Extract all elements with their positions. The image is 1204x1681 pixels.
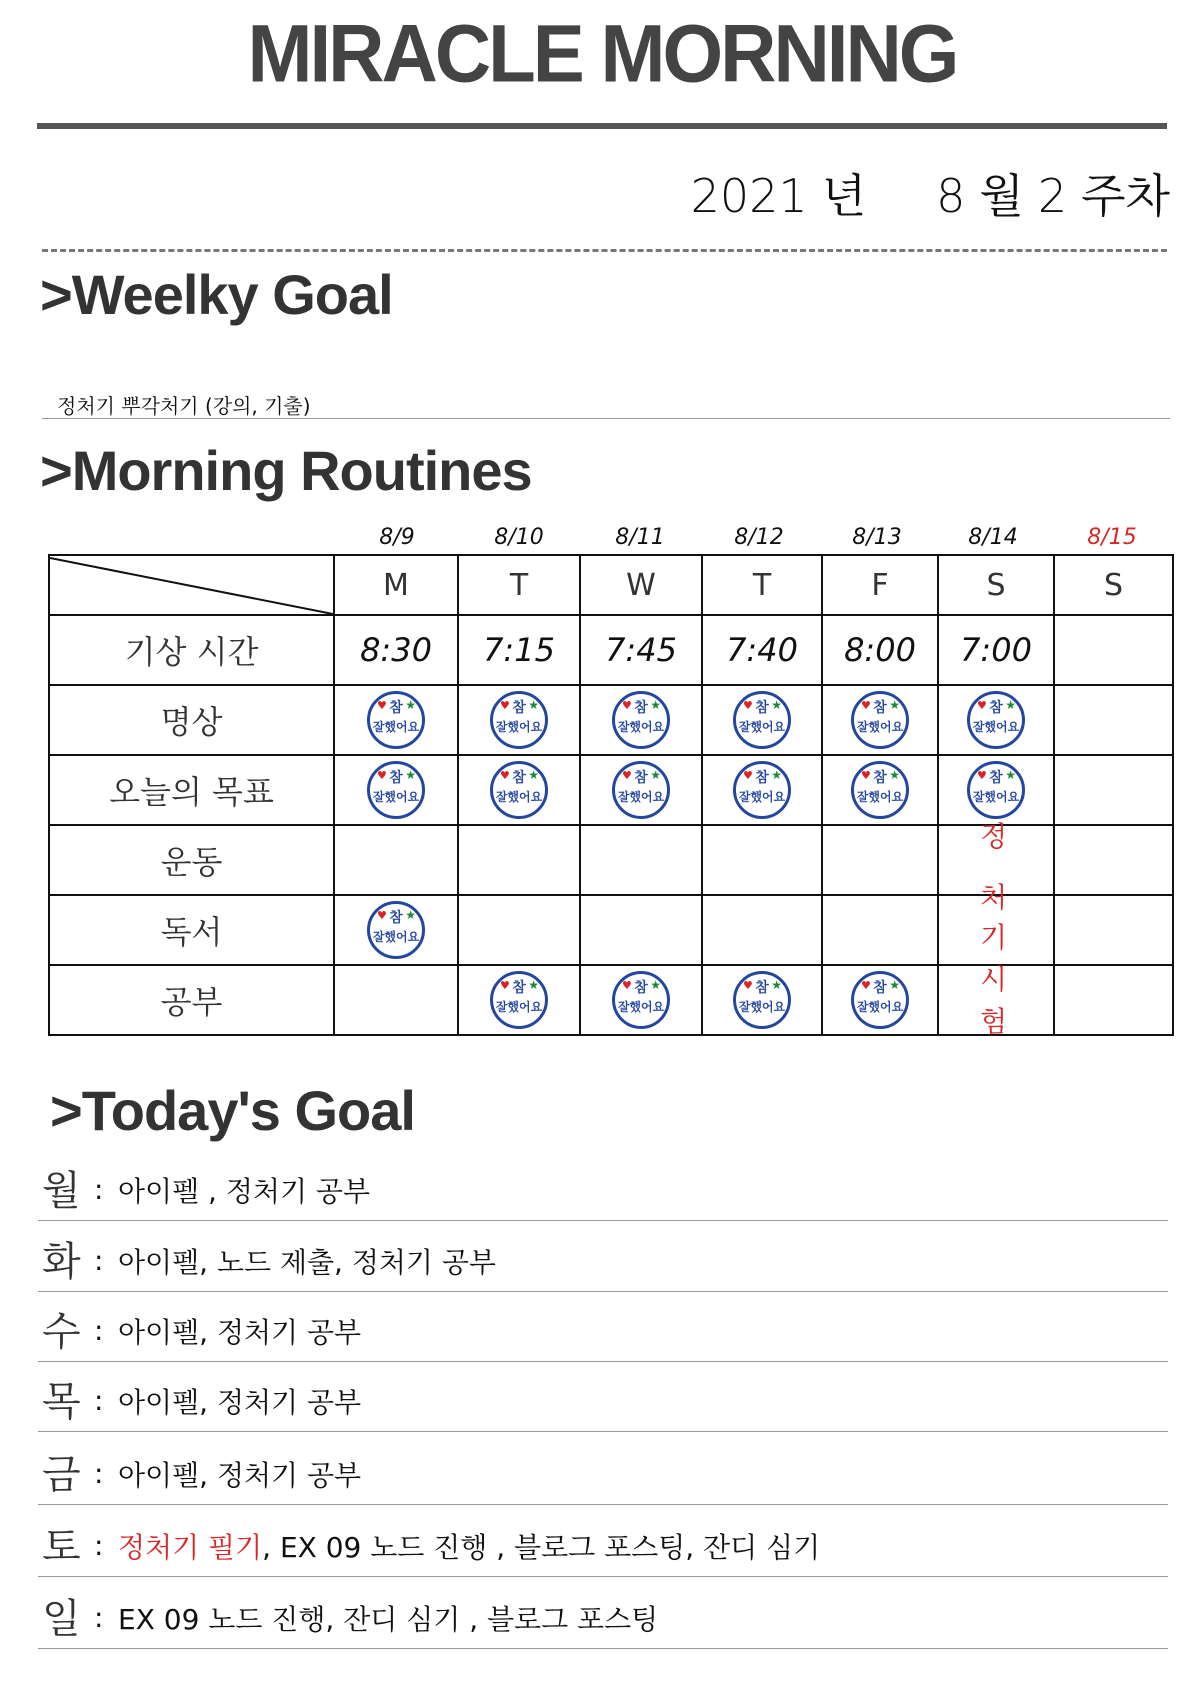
stamp-bottom-text: 잘했어요 xyxy=(972,790,1020,804)
routine-cell xyxy=(458,685,580,755)
stamp-bottom-text: 잘했어요 xyxy=(856,1000,904,1014)
well-done-stamp-icon: ♥ ★ 참 잘했어요 xyxy=(367,901,425,959)
routine-cell xyxy=(1054,685,1173,755)
well-done-stamp-icon: ♥ ★ 참 잘했어요 xyxy=(490,691,548,749)
date-label: 8/9 xyxy=(379,525,415,550)
today-goal-text: 아이펠, 정처기 공부 xyxy=(118,1316,362,1349)
stamp-top-text: 참 xyxy=(512,770,526,786)
routine-cell: 7:40 xyxy=(702,615,822,685)
weekly-goal-line xyxy=(42,418,1170,419)
routine-cell xyxy=(938,685,1054,755)
routine-cell xyxy=(580,825,702,895)
stamp-top-text: 참 xyxy=(755,980,769,996)
today-goal-highlight: 정처기 필기 xyxy=(118,1531,263,1564)
today-goal-text: 아이펠, 정처기 공부 xyxy=(118,1459,362,1492)
routine-cell xyxy=(334,755,458,825)
routine-cell xyxy=(458,895,580,965)
routine-label: 공부 xyxy=(49,965,334,1035)
well-done-stamp-icon: ♥ ★ 참 잘했어요 xyxy=(733,761,791,819)
stamp-bottom-text: 잘했어요 xyxy=(738,720,786,734)
today-goal-row xyxy=(38,1299,1168,1362)
routine-cell: 8:00 xyxy=(822,615,938,685)
stamp-top-text: 참 xyxy=(755,700,769,716)
today-goal-text: 아이펠, 정처기 공부 xyxy=(118,1386,362,1419)
well-done-stamp-icon: ♥ ★ 참 잘했어요 xyxy=(967,691,1025,749)
stamp-bottom-text: 잘했어요 xyxy=(617,720,665,734)
routine-cell xyxy=(822,825,938,895)
routine-cell xyxy=(580,755,702,825)
stamp-bottom-text: 잘했어요 xyxy=(972,720,1020,734)
routine-cell xyxy=(702,895,822,965)
stamp-top-text: 참 xyxy=(873,980,887,996)
stamp-top-text: 참 xyxy=(634,700,648,716)
well-done-stamp-icon: ♥ ★ 참 잘했어요 xyxy=(733,691,791,749)
routine-cell: 8:30 xyxy=(334,615,458,685)
stamp-top-text: 참 xyxy=(389,700,403,716)
routine-label: 기상 시간 xyxy=(49,615,334,685)
stamp-bottom-text: 잘했어요 xyxy=(617,1000,665,1014)
today-goal-text: 아이펠, 노드 제출, 정처기 공부 xyxy=(118,1246,496,1279)
routine-row xyxy=(49,615,1173,685)
date-label: 8/13 xyxy=(852,525,902,550)
corner-diagonal xyxy=(50,556,333,616)
well-done-stamp-icon: ♥ ★ 참 잘했어요 xyxy=(367,761,425,819)
today-goal-row xyxy=(38,1514,1168,1577)
today-goal-colon: : xyxy=(94,1384,104,1417)
todays-goal-heading: >Today's Goal xyxy=(50,1079,415,1142)
routine-cell xyxy=(1054,755,1173,825)
routine-cell: 7:45 xyxy=(580,615,702,685)
routine-label: 명상 xyxy=(49,685,334,755)
week-year: 2021 xyxy=(690,169,808,223)
stamp-top-text: 참 xyxy=(755,770,769,786)
stamp-top-text: 참 xyxy=(989,700,1003,716)
week-number-unit: 주차 xyxy=(1081,169,1170,223)
today-goal-row xyxy=(38,1442,1168,1505)
day-header: W xyxy=(580,555,702,615)
stamp-top-text: 참 xyxy=(389,770,403,786)
well-done-stamp-icon: ♥ ★ 참 잘했어요 xyxy=(851,691,909,749)
date-label: 8/10 xyxy=(494,525,544,550)
exam-note-char: 시 xyxy=(980,963,1008,996)
stamp-bottom-text: 잘했어요 xyxy=(617,790,665,804)
routine-cell xyxy=(702,965,822,1035)
today-goal-text: EX 09 노드 진행, 잔디 심기 , 블로그 포스팅 xyxy=(118,1603,659,1636)
week-month: 8 xyxy=(936,169,966,223)
today-goal-colon: : xyxy=(94,1173,104,1206)
today-goal-day: 월 xyxy=(42,1168,81,1214)
routine-row xyxy=(49,685,1173,755)
today-goal-day: 일 xyxy=(42,1596,81,1642)
stamp-top-text: 참 xyxy=(634,770,648,786)
today-goal-text xyxy=(118,1526,820,1566)
routine-cell xyxy=(702,685,822,755)
stamp-top-text: 참 xyxy=(389,910,403,926)
today-goal-colon: : xyxy=(94,1314,104,1347)
stamp-bottom-text: 잘했어요 xyxy=(738,790,786,804)
today-goal-day: 토 xyxy=(42,1524,81,1570)
day-header: S xyxy=(1054,555,1173,615)
routine-cell xyxy=(1054,615,1173,685)
corner-cell xyxy=(49,555,334,615)
routine-cell xyxy=(458,965,580,1035)
routine-cell xyxy=(822,755,938,825)
routine-cell xyxy=(1054,965,1173,1035)
today-goal-rest: , EX 09 노드 진행 , 블로그 포스팅, 잔디 심기 xyxy=(262,1531,821,1564)
exam-note-char: 처 xyxy=(980,881,1008,914)
well-done-stamp-icon: ♥ ★ 참 잘했어요 xyxy=(851,761,909,819)
routine-cell xyxy=(334,965,458,1035)
routine-cell xyxy=(334,895,458,965)
morning-routines-heading: >Morning Routines xyxy=(40,439,532,502)
exam-note-char: 기 xyxy=(980,921,1008,954)
stamp-bottom-text: 잘했어요 xyxy=(372,930,420,944)
well-done-stamp-icon: ♥ ★ 참 잘했어요 xyxy=(612,691,670,749)
stamp-bottom-text: 잘했어요 xyxy=(738,1000,786,1014)
routine-cell xyxy=(702,825,822,895)
well-done-stamp-icon: ♥ ★ 참 잘했어요 xyxy=(851,971,909,1029)
stamp-top-text: 참 xyxy=(873,770,887,786)
dashed-divider xyxy=(42,249,1167,252)
week-indicator xyxy=(677,160,1170,226)
well-done-stamp-icon: ♥ ★ 참 잘했어요 xyxy=(367,691,425,749)
routine-cell xyxy=(702,755,822,825)
week-year-unit: 년 xyxy=(821,169,867,223)
day-header: T xyxy=(702,555,822,615)
routine-cell xyxy=(822,895,938,965)
well-done-stamp-icon: ♥ ★ 참 잘했어요 xyxy=(733,971,791,1029)
stamp-top-text: 참 xyxy=(989,770,1003,786)
routine-cell xyxy=(1054,825,1173,895)
day-header: M xyxy=(334,555,458,615)
well-done-stamp-icon: ♥ ★ 참 잘했어요 xyxy=(967,761,1025,819)
routine-cell xyxy=(458,825,580,895)
stamp-bottom-text: 잘했어요 xyxy=(495,720,543,734)
date-label: 8/12 xyxy=(734,525,784,550)
day-header: F xyxy=(822,555,938,615)
weekly-goal-heading: >Weelky Goal xyxy=(40,263,393,326)
routine-label: 독서 xyxy=(49,895,334,965)
stamp-bottom-text: 잘했어요 xyxy=(495,1000,543,1014)
date-label: 8/11 xyxy=(615,525,665,550)
well-done-stamp-icon: ♥ ★ 참 잘했어요 xyxy=(490,971,548,1029)
well-done-stamp-icon: ♥ ★ 참 잘했어요 xyxy=(612,971,670,1029)
stamp-bottom-text: 잘했어요 xyxy=(372,790,420,804)
well-done-stamp-icon: ♥ ★ 참 잘했어요 xyxy=(490,761,548,819)
weekly-goal-text: 정처기 뿌각처기 (강의, 기출) xyxy=(57,394,311,418)
today-goal-row xyxy=(38,1369,1168,1432)
today-goal-text: 아이펠 , 정처기 공부 xyxy=(118,1175,370,1208)
page-title: MIRACLE MORNING xyxy=(247,6,957,100)
today-goal-row xyxy=(38,1229,1168,1292)
today-goal-colon: : xyxy=(94,1244,104,1277)
date-label: 8/14 xyxy=(968,525,1018,550)
stamp-bottom-text: 잘했어요 xyxy=(495,790,543,804)
routine-label: 오늘의 목표 xyxy=(49,755,334,825)
stamp-top-text: 참 xyxy=(634,980,648,996)
routine-cell xyxy=(334,685,458,755)
today-goal-day: 화 xyxy=(42,1239,81,1285)
today-goal-colon: : xyxy=(94,1601,104,1634)
routine-cell xyxy=(580,895,702,965)
exam-note-char: 험 xyxy=(980,1005,1008,1038)
stamp-bottom-text: 잘했어요 xyxy=(856,790,904,804)
today-goal-colon: : xyxy=(94,1457,104,1490)
stamp-top-text: 참 xyxy=(873,700,887,716)
well-done-stamp-icon: ♥ ★ 참 잘했어요 xyxy=(612,761,670,819)
routine-cell xyxy=(822,965,938,1035)
routine-cell: 7:15 xyxy=(458,615,580,685)
routine-cell: 7:00 xyxy=(938,615,1054,685)
today-goal-row xyxy=(38,1158,1168,1221)
today-goal-row xyxy=(38,1586,1168,1649)
routine-label: 운동 xyxy=(49,825,334,895)
routine-cell xyxy=(458,755,580,825)
week-number: 2 xyxy=(1037,169,1068,223)
week-month-unit: 월 xyxy=(979,169,1024,223)
routine-cell xyxy=(580,685,702,755)
today-goal-day: 수 xyxy=(42,1309,81,1355)
date-label: 8/15 xyxy=(1087,525,1137,550)
stamp-top-text: 참 xyxy=(512,980,526,996)
title-underline xyxy=(37,123,1167,129)
stamp-bottom-text: 잘했어요 xyxy=(856,720,904,734)
stamp-bottom-text: 잘했어요 xyxy=(372,720,420,734)
day-header: T xyxy=(458,555,580,615)
routine-cell xyxy=(580,965,702,1035)
today-goal-day: 목 xyxy=(42,1379,81,1425)
stamp-top-text: 참 xyxy=(512,700,526,716)
routine-cell xyxy=(334,825,458,895)
today-goal-day: 금 xyxy=(42,1452,81,1498)
day-header: S xyxy=(938,555,1054,615)
routine-cell xyxy=(822,685,938,755)
exam-note-char: 정 xyxy=(980,820,1008,853)
routine-cell xyxy=(1054,895,1173,965)
today-goal-colon: : xyxy=(94,1529,104,1562)
